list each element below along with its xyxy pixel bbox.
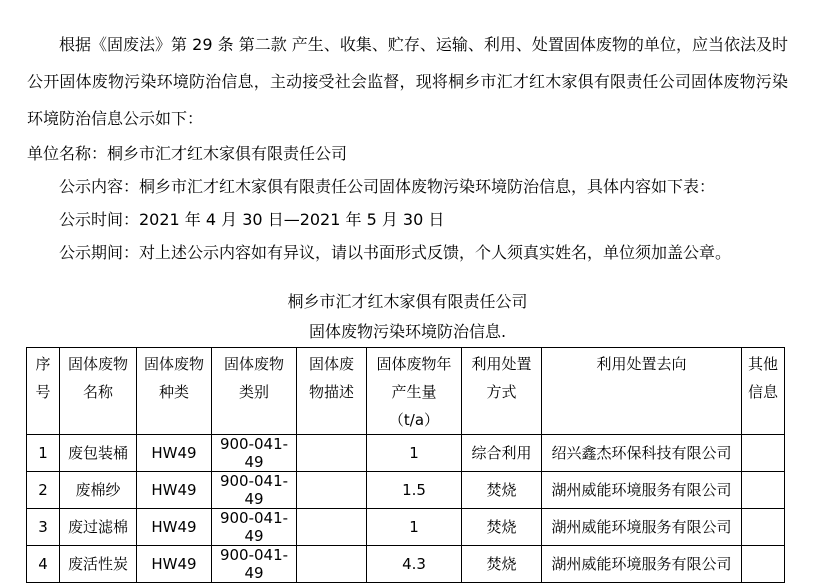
unit-name-line: 单位名称：桐乡市汇才红木家俱有限责任公司 <box>27 144 348 163</box>
cell-other-info <box>742 546 785 583</box>
table-row <box>27 546 785 583</box>
cell-waste-class: 900-041-49 <box>212 472 297 509</box>
cell-disposal-method: 综合利用 <box>462 435 542 472</box>
cell-waste-desc <box>297 546 367 583</box>
col-header-waste-desc: 固体废物描述 <box>297 348 367 435</box>
col-header-annual-output: 固体废物年产生量（t/a） <box>367 348 462 435</box>
cell-waste-name: 废活性炭 <box>60 546 137 583</box>
cell-other-info <box>742 435 785 472</box>
cell-seq: 4 <box>27 546 60 583</box>
col-header-other-info: 其他信息 <box>742 348 785 435</box>
cell-waste-name: 废棉纱 <box>60 472 137 509</box>
table-subtitle: 固体废物污染环境防治信息. <box>308 322 507 341</box>
cell-seq: 1 <box>27 435 60 472</box>
cell-waste-kind: HW49 <box>137 509 212 546</box>
cell-waste-kind: HW49 <box>137 546 212 583</box>
cell-waste-class: 900-041-49 <box>212 509 297 546</box>
cell-annual-output: 1 <box>367 509 462 546</box>
table-header-row <box>27 348 785 435</box>
cell-waste-desc <box>297 435 367 472</box>
intro-paragraph: 根据《固废法》第 29 条 第二款 产生、收集、贮存、运输、利用、处置固体废物的单位，应当依法及时公开固体废物污染环境防治信息，主动接受社会监督，现将桐乡市汇才红木家俱有限责任公司固体废物污染环境防治信息公示如下： <box>27 35 788 128</box>
cell-waste-kind: HW49 <box>137 435 212 472</box>
table-row <box>27 472 785 509</box>
col-header-seq: 序号 <box>27 348 60 435</box>
cell-seq: 2 <box>27 472 60 509</box>
cell-other-info <box>742 509 785 546</box>
table-row <box>27 435 785 472</box>
cell-annual-output: 4.3 <box>367 546 462 583</box>
waste-info-table <box>26 347 785 583</box>
cell-disposal-method: 焚烧 <box>462 546 542 583</box>
cell-waste-name: 废包装桶 <box>60 435 137 472</box>
cell-annual-output: 1 <box>367 435 462 472</box>
cell-waste-kind: HW49 <box>137 472 212 509</box>
cell-waste-desc <box>297 472 367 509</box>
content-line: 公示内容：桐乡市汇才红木家俱有限责任公司固体废物污染环境防治信息，具体内容如下表： <box>59 177 716 196</box>
cell-disposal-destination: 湖州威能环境服务有限公司 <box>542 546 742 583</box>
cell-seq: 3 <box>27 509 60 546</box>
cell-waste-desc <box>297 509 367 546</box>
col-header-waste-name: 固体废物名称 <box>60 348 137 435</box>
cell-disposal-method: 焚烧 <box>462 509 542 546</box>
time-line: 公示时间：2021 年 4 月 30 日—2021 年 5 月 30 日 <box>59 210 445 229</box>
cell-waste-class: 900-041-49 <box>212 546 297 583</box>
cell-other-info <box>742 472 785 509</box>
col-header-waste-class: 固体废物类别 <box>212 348 297 435</box>
table-title: 桐乡市汇才红木家俱有限责任公司 <box>287 292 528 311</box>
period-line: 公示期间：对上述公示内容如有异议，请以书面形式反馈，个人须真实姓名，单位须加盖公章。 <box>59 243 732 262</box>
col-header-disposal-destination: 利用处置去向 <box>542 348 742 435</box>
cell-waste-name: 废过滤棉 <box>60 509 137 546</box>
col-header-waste-kind: 固体废物种类 <box>137 348 212 435</box>
col-header-disposal-method: 利用处置方式 <box>462 348 542 435</box>
cell-waste-class: 900-041-49 <box>212 435 297 472</box>
table-row <box>27 509 785 546</box>
cell-annual-output: 1.5 <box>367 472 462 509</box>
cell-disposal-destination: 湖州威能环境服务有限公司 <box>542 509 742 546</box>
cell-disposal-method: 焚烧 <box>462 472 542 509</box>
cell-disposal-destination: 绍兴鑫杰环保科技有限公司 <box>542 435 742 472</box>
cell-disposal-destination: 湖州威能环境服务有限公司 <box>542 472 742 509</box>
